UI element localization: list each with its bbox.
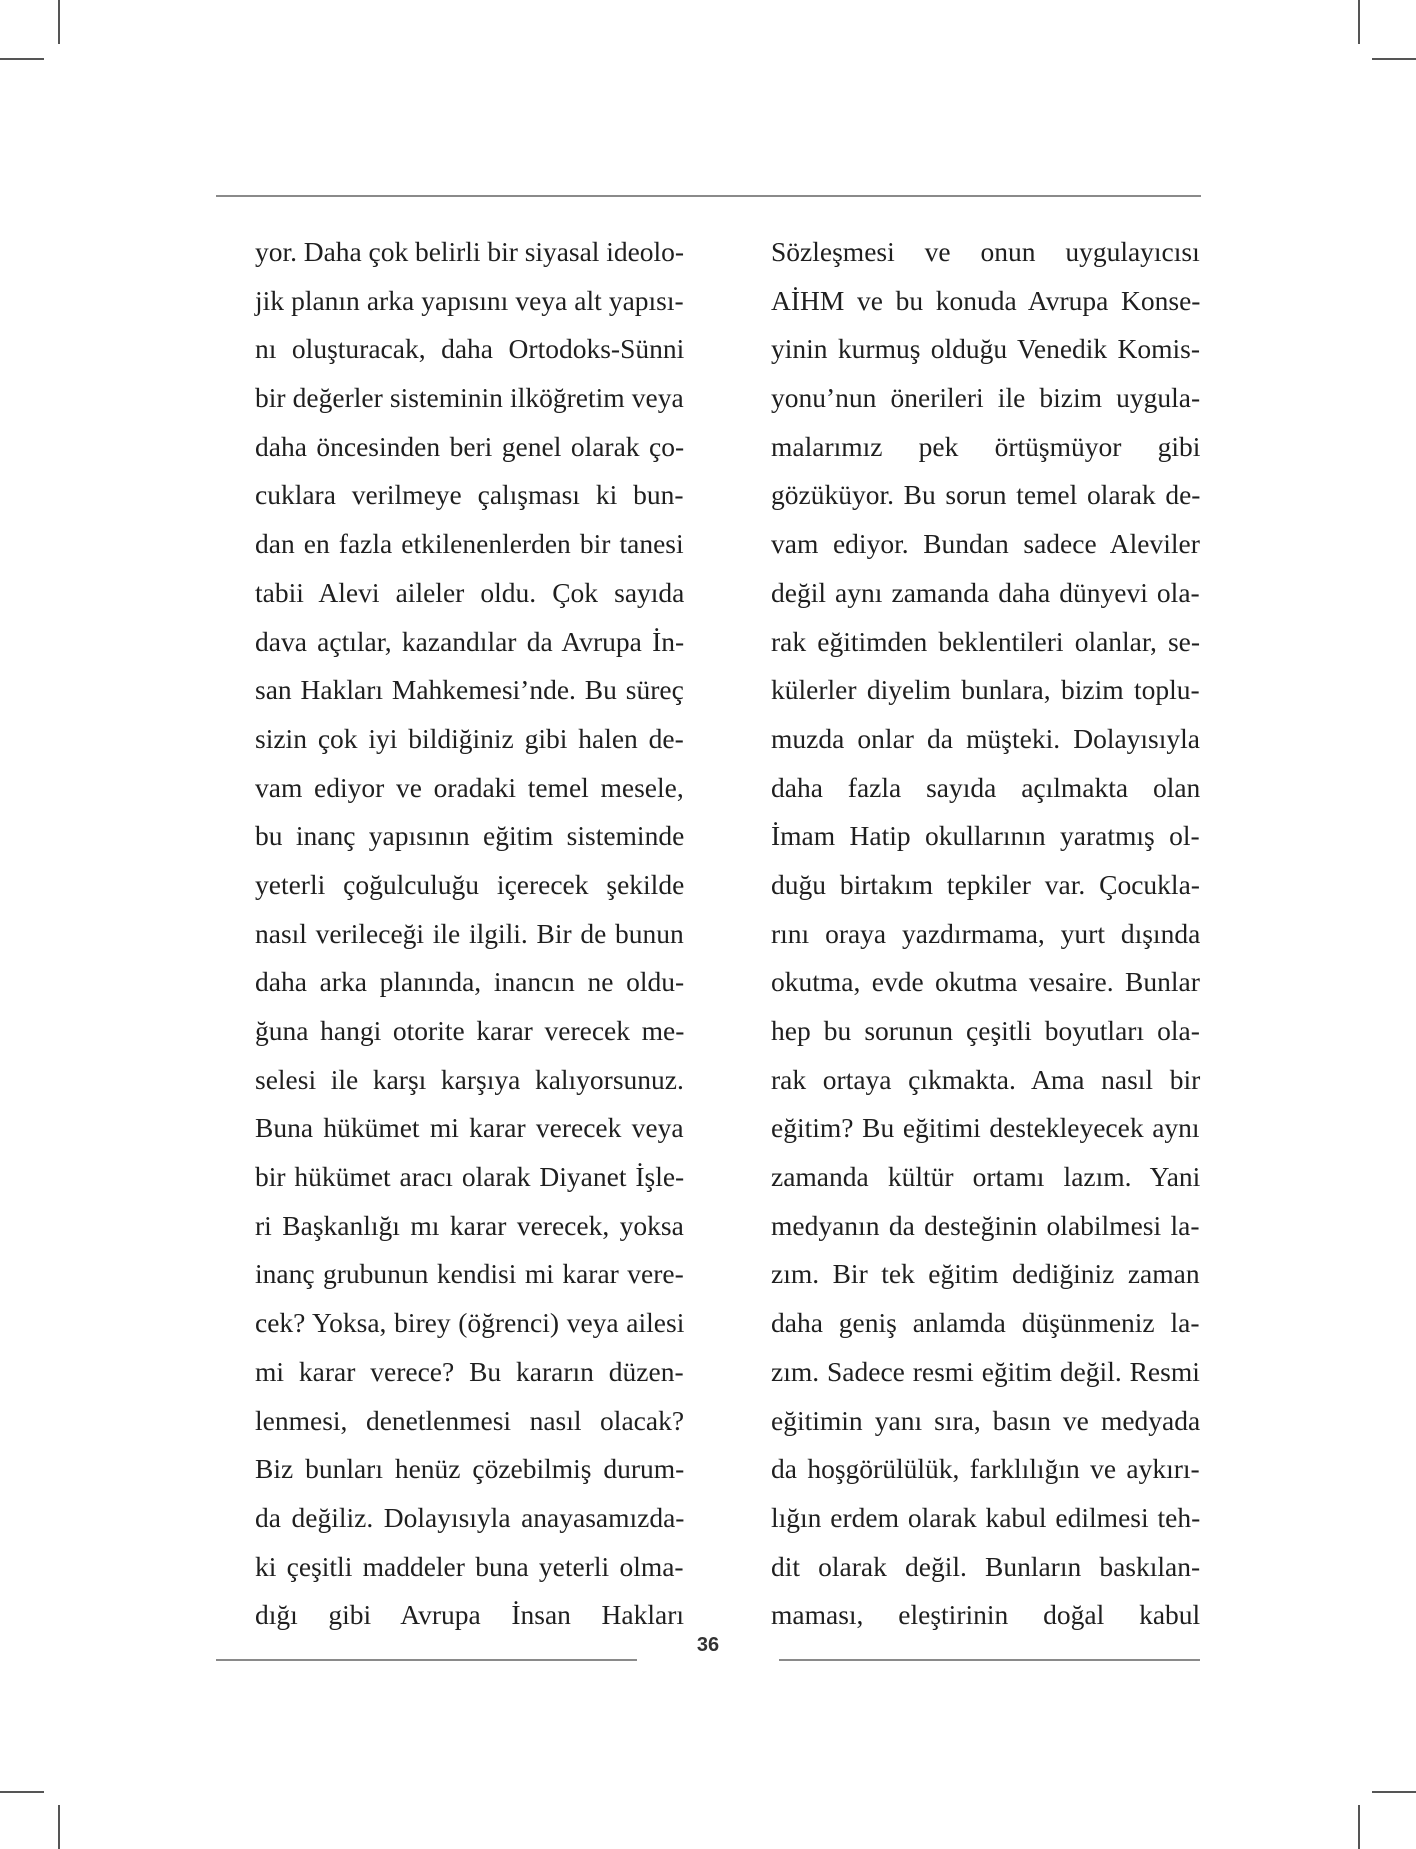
header-rule	[216, 195, 1201, 197]
text-line: yinin kurmuş olduğu Venedik Komis-	[771, 333, 1201, 365]
text-line: Biz bunları henüz çözebilmiş durum-	[255, 1453, 685, 1485]
text-line: san Hakları Mahkemesi’nde. Bu süreç	[255, 674, 684, 706]
text-line: jik planın arka yapısını veya alt yapısı-	[255, 284, 684, 316]
left-text-column	[255, 228, 684, 1640]
text-line: daha arka planında, inancın ne oldu-	[255, 966, 685, 998]
text-line: dan en fazla etkilenenlerden bir tanesi	[255, 528, 684, 560]
text-line: ki çeşitli maddeler buna yeterli olma-	[255, 1550, 684, 1582]
page-number: 36	[696, 1634, 720, 1656]
text-line: nı oluşturacak, daha Ortodoks-Sünni	[255, 333, 685, 365]
text-line: da hoşgörülülük, farklılığın ve aykırı-	[771, 1453, 1200, 1485]
crop-mark-bottom-left-vertical	[58, 1805, 60, 1849]
text-line: Sözleşmesi ve onun uygulayıcısı	[771, 236, 1200, 267]
text-line: yor. Daha çok belirli bir siyasal ideolo-	[255, 236, 684, 267]
text-line: hep bu sorunun çeşitli boyutları ola-	[771, 1015, 1200, 1046]
text-line: daha geniş anlamda düşünmeniz la-	[771, 1307, 1200, 1339]
right-text-column	[771, 228, 1200, 1640]
text-line: rını oraya yazdırmama, yurt dışında	[771, 917, 1201, 949]
text-line: dit olarak değil. Bunların baskılan-	[771, 1550, 1201, 1582]
text-line: yeterli çoğulculuğu içerecek şekilde	[255, 868, 685, 900]
text-line: Buna hükümet mi karar verecek veya	[255, 1112, 684, 1144]
text-line: yonu’nun önerileri ile bizim uygula-	[771, 382, 1201, 414]
text-line: dava açtılar, kazandılar da Avrupa İn-	[255, 625, 685, 657]
footer-rule-right	[779, 1659, 1200, 1661]
text-line: inanç grubunun kendisi mi karar vere-	[255, 1258, 684, 1290]
text-line: maması, eleştirinin doğal kabul	[771, 1599, 1201, 1631]
text-line: zım. Sadece resmi eğitim değil. Resmi	[771, 1355, 1200, 1387]
text-line: da değiliz. Dolayısıyla anayasamızda-	[255, 1501, 685, 1533]
text-line: cek? Yoksa, birey (öğrenci) veya ailesi	[255, 1307, 685, 1339]
crop-mark-bottom-right-horizontal	[1372, 1791, 1416, 1793]
text-line: gözüküyor. Bu sorun temel olarak de-	[771, 479, 1201, 511]
text-line: ri Başkanlığı mı karar verecek, yoksa	[255, 1209, 684, 1241]
text-line: külerler diyelim bunlara, bizim toplu-	[771, 674, 1200, 706]
crop-mark-bottom-right-vertical	[1358, 1805, 1360, 1849]
text-line: mi karar verece? Bu kararın düzen-	[255, 1355, 684, 1387]
text-line: daha fazla sayıda açılmakta olan	[771, 771, 1201, 803]
text-line: cuklara verilmeye çalışması ki bun-	[255, 479, 684, 511]
text-line: sizin çok iyi bildiğiniz gibi halen de-	[255, 722, 684, 754]
text-line: medyanın da desteğinin olabilmesi la-	[771, 1209, 1200, 1241]
text-line: nasıl verileceği ile ilgili. Bir de bunun	[255, 917, 684, 949]
text-line: okutma, evde okutma vesaire. Bunlar	[771, 966, 1200, 998]
text-line: selesi ile karşı karşıya kalıyorsunuz.	[255, 1063, 684, 1095]
crop-mark-bottom-left-horizontal	[0, 1791, 44, 1793]
text-line: zamanda kültür ortamı lazım. Yani	[771, 1161, 1201, 1193]
text-line: vam ediyor ve oradaki temel mesele,	[255, 771, 684, 803]
text-line: eğitim? Bu eğitimi destekleyecek aynı	[771, 1112, 1200, 1144]
text-line: lığın erdem olarak kabul edilmesi teh-	[771, 1501, 1201, 1533]
crop-mark-top-left-horizontal	[0, 58, 44, 60]
text-line: değil aynı zamanda daha dünyevi ola-	[771, 576, 1200, 608]
text-line: dığı gibi Avrupa İnsan Hakları	[255, 1599, 685, 1631]
text-line: ğuna hangi otorite karar verecek me-	[255, 1015, 685, 1046]
text-line: malarımız pek örtüşmüyor gibi	[771, 430, 1201, 462]
crop-mark-top-left-vertical	[58, 0, 60, 44]
footer-rule-left	[216, 1659, 637, 1661]
text-line: eğitimin yanı sıra, basın ve medyada	[771, 1404, 1201, 1436]
text-line: muzda onlar da müşteki. Dolayısıyla	[771, 722, 1201, 754]
text-line: bu inanç yapısının eğitim sisteminde	[255, 820, 685, 852]
crop-mark-top-right-vertical	[1358, 0, 1360, 44]
text-line: bir hükümet aracı olarak Diyanet İşle-	[255, 1161, 685, 1193]
text-line: daha öncesinden beri genel olarak ço-	[255, 430, 685, 462]
text-line: tabii Alevi aileler oldu. Çok sayıda	[255, 576, 685, 608]
text-line: bir değerler sisteminin ilköğretim veya	[255, 382, 684, 414]
text-line: duğu birtakım tepkiler var. Çocukla-	[771, 868, 1200, 900]
text-line: İmam Hatip okullarının yaratmış ol-	[771, 820, 1200, 852]
text-line: AİHM ve bu konuda Avrupa Konse-	[771, 284, 1201, 316]
text-line: zım. Bir tek eğitim dediğiniz zaman	[771, 1258, 1200, 1290]
text-line: lenmesi, denetlenmesi nasıl olacak?	[255, 1404, 685, 1436]
text-line: vam ediyor. Bundan sadece Aleviler	[771, 528, 1200, 560]
crop-mark-top-right-horizontal	[1372, 58, 1416, 60]
text-line: rak eğitimden beklentileri olanlar, se-	[771, 625, 1201, 657]
text-line: rak ortaya çıkmakta. Ama nasıl bir	[771, 1063, 1201, 1095]
